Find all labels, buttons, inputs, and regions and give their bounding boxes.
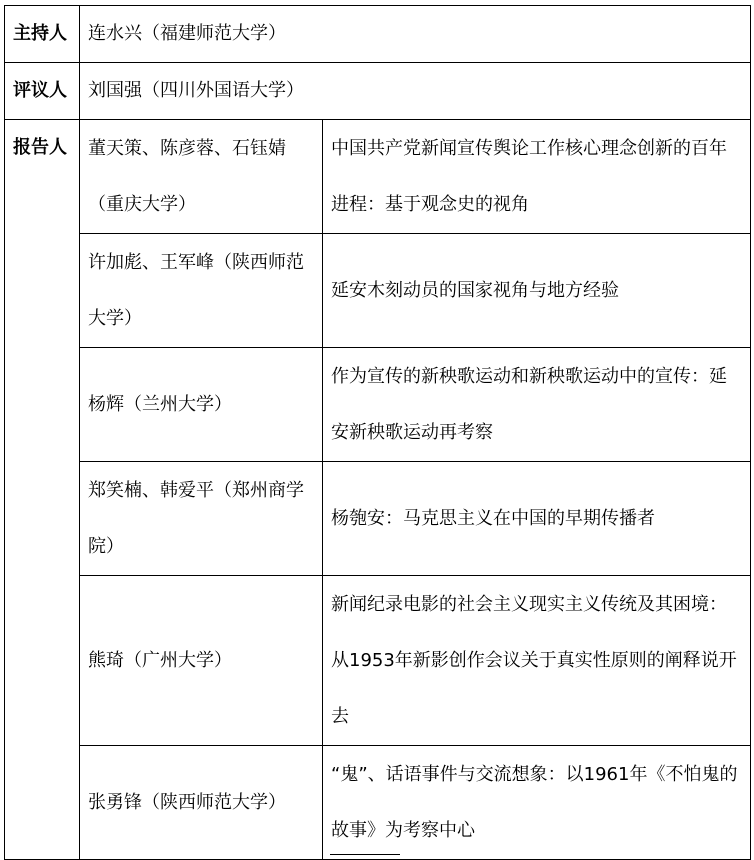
presentation-authors: 许加彪、王军峰（陕西师范大学） bbox=[80, 234, 323, 348]
presentation-title: “鬼”、话语事件与交流想象：以1961年《不怕鬼的故事》为考察中心 bbox=[323, 746, 751, 860]
presentation-row bbox=[5, 576, 751, 746]
presentation-authors: 郑笑楠、韩爱平（郑州商学院） bbox=[80, 462, 323, 576]
presentation-row bbox=[5, 348, 751, 462]
presentation-authors: 杨辉（兰州大学） bbox=[80, 348, 323, 462]
presentation-title: 杨匏安：马克思主义在中国的早期传播者 bbox=[323, 462, 751, 576]
schedule-table bbox=[4, 5, 751, 860]
reviewer-role-label: 评议人 bbox=[5, 63, 80, 120]
presentation-title: 新闻纪录电影的社会主义现实主义传统及其困境：从1953年新影创作会议关于真实性原则的阐释说开去 bbox=[323, 576, 751, 746]
presentation-authors: 董天策、陈彦蓉、石钰婧（重庆大学） bbox=[80, 120, 323, 234]
host-name: 连水兴（福建师范大学） bbox=[80, 6, 751, 63]
reviewer-name: 刘国强（四川外国语大学） bbox=[80, 63, 751, 120]
presentation-row bbox=[5, 462, 751, 576]
page-edge-mark bbox=[330, 854, 400, 858]
presentation-authors: 张勇锋（陕西师范大学） bbox=[80, 746, 323, 860]
host-row bbox=[5, 6, 751, 63]
presenters-role-label: 报告人 bbox=[5, 120, 80, 860]
presentation-row bbox=[5, 746, 751, 860]
presentation-title: 作为宣传的新秧歌运动和新秧歌运动中的宣传：延安新秧歌运动再考察 bbox=[323, 348, 751, 462]
presentation-title: 中国共产党新闻宣传舆论工作核心理念创新的百年进程：基于观念史的视角 bbox=[323, 120, 751, 234]
presentation-title: 延安木刻动员的国家视角与地方经验 bbox=[323, 234, 751, 348]
reviewer-row bbox=[5, 63, 751, 120]
presentation-row bbox=[5, 234, 751, 348]
host-role-label: 主持人 bbox=[5, 6, 80, 63]
presentation-authors: 熊琦（广州大学） bbox=[80, 576, 323, 746]
presentation-row bbox=[5, 120, 751, 234]
